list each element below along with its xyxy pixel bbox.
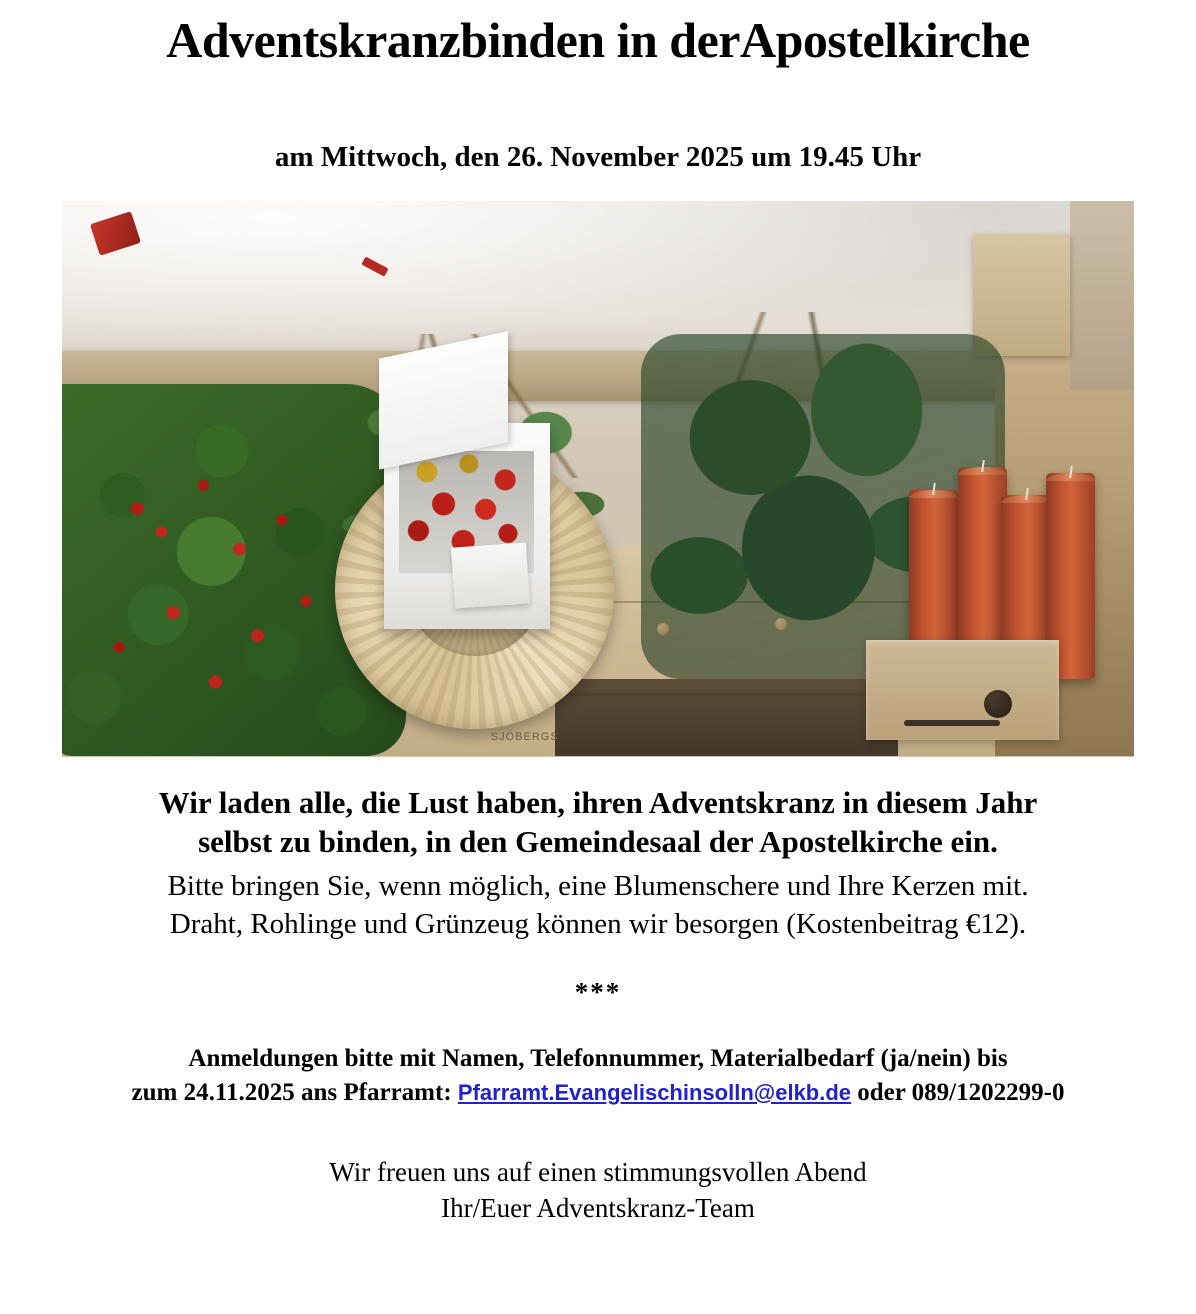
materials-line-1: Bitte bringen Sie, wenn möglich, eine Blumenschere und Ihre Kerzen mit.	[167, 869, 1029, 902]
registration-prefix: zum 24.11.2025 ans Pfarramt:	[131, 1078, 452, 1106]
registration-block	[68, 1042, 1128, 1110]
flyer-page	[0, 14, 1196, 1314]
photo-wall-right-corner	[1070, 201, 1134, 390]
invitation-line-1: Wir laden alle, die Lust haben, ihren Adventskranz in diesem Jahr	[158, 784, 1038, 820]
registration-phone: oder 089/1202299-0	[857, 1078, 1065, 1106]
invitation-line-2: selbst zu binden, in den Gemeindesaal der Apostelkirche ein.	[198, 824, 998, 860]
photo-bench-brand-label: SJÖBERGS	[490, 730, 559, 743]
photo-vise-rod	[904, 720, 1000, 726]
photo-under-bench-shadow	[555, 679, 898, 757]
closing-line-2: Ihr/Euer Adventskranz-Team	[441, 1193, 755, 1224]
registration-line-2	[68, 1076, 1128, 1110]
pfarramt-email-link[interactable]: Pfarramt.Evangelischinsolln@elkb.de	[457, 1079, 852, 1105]
closing-block	[32, 1154, 1164, 1227]
materials-line-2: Draht, Rohlinge und Grünzeug können wir besorgen (Kostenbeitrag €12).	[169, 907, 1027, 940]
event-datetime: am Mittwoch, den 26. November 2025 um 19.45 Uhr	[274, 140, 922, 173]
photo-bench-dowel-1	[657, 623, 669, 635]
section-divider: ***	[574, 977, 622, 1008]
registration-line-1: Anmeldungen bitte mit Namen, Telefonnummer, Materialbedarf (ja/nein) bis	[188, 1045, 1008, 1073]
event-photo	[62, 201, 1134, 757]
materials-paragraph	[58, 868, 1138, 943]
photo-ornament-box-flap	[451, 543, 530, 609]
closing-line-1: Wir freuen uns auf einen stimmungsvollen Abend	[329, 1156, 867, 1187]
page-title: Adventskranzbinden in derApostelkirche	[166, 12, 1030, 68]
photo-vise-knob	[984, 690, 1012, 718]
invitation-text	[43, 783, 1153, 862]
photo-bench-dowel-2	[775, 618, 787, 630]
